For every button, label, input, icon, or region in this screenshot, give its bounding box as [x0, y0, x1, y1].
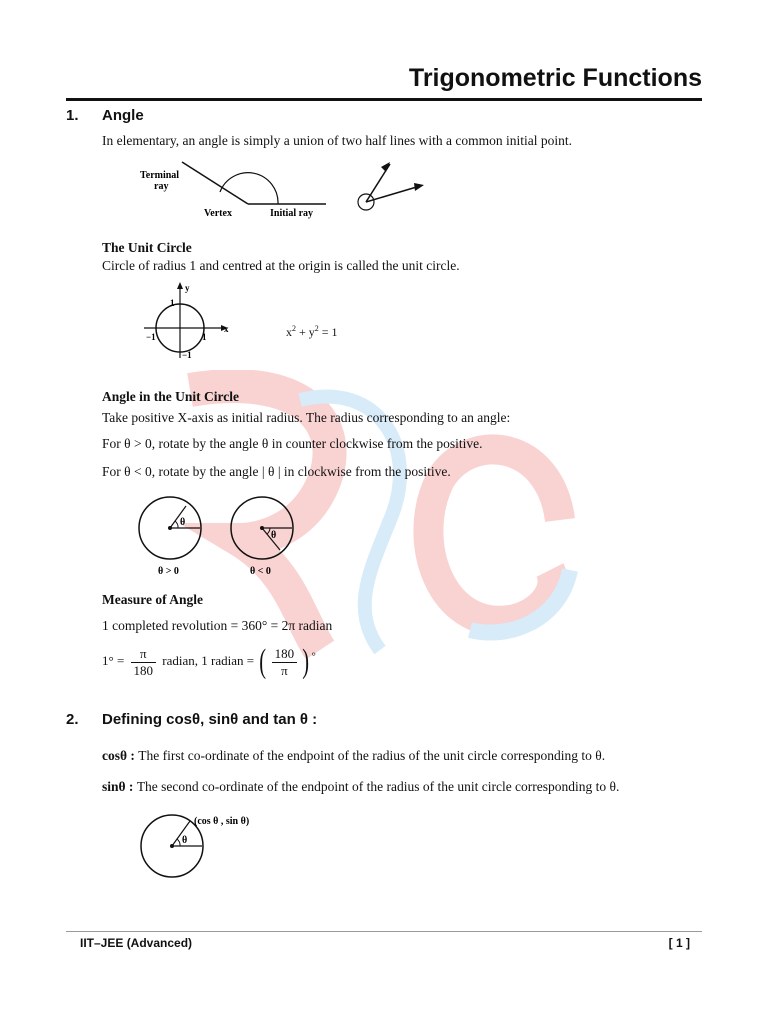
page-title: Trigonometric Functions — [408, 64, 702, 92]
ray-label: ray — [154, 181, 169, 192]
180-over-pi: $\frac{180}{\pi}$ — [272, 646, 298, 679]
y-axis-label: y — [185, 283, 190, 293]
terminal-label: Terminal — [140, 170, 180, 181]
angle-direction-figure — [136, 494, 306, 580]
angle-line-2: For θ > 0, rotate by the angle θ in counter clockwise from the positive. — [102, 436, 483, 451]
footer-rule — [66, 931, 702, 932]
x-axis-label: x — [224, 324, 229, 334]
angle-unit-circle-heading: Angle in the Unit Circle — [102, 389, 239, 404]
point-label: (cos θ , sin θ) — [194, 816, 250, 827]
section-2-title: Defining cosθ, sinθ and tan θ : — [102, 711, 318, 728]
tick-y-neg: −1 — [182, 350, 192, 360]
pi-over-180: $\frac{\pi}{180}$ — [131, 646, 157, 679]
measure-heading: Measure of Angle — [102, 592, 203, 607]
unit-circle-equation: $x^2 + y^2 = 1$ — [286, 324, 338, 339]
measure-line-2: 1° = $\frac{\pi}{180}$ radian, 1 radian = ( $\frac{180}{\pi}$ ) ° — [102, 643, 316, 680]
cos-definition: cosθ : The first co-ordinate of the endpoint of the radius of the unit circle corresponding to θ. — [102, 748, 606, 763]
theta-label: θ — [182, 835, 188, 846]
unit-circle-figure — [136, 282, 236, 362]
theta-label-pos: θ — [180, 517, 186, 528]
section-number: 1. — [66, 107, 79, 124]
cos-sin-figure — [136, 808, 286, 880]
angle-figure — [136, 156, 436, 222]
theta-label-neg: θ — [271, 530, 277, 541]
header-rule — [66, 98, 702, 101]
tick-x-pos: 1 — [202, 332, 207, 342]
section-2-number: 2. — [66, 711, 79, 728]
section-title: Angle — [102, 107, 144, 124]
vertex-label: Vertex — [204, 208, 232, 219]
angle-line-3: For θ < 0, rotate by the angle | θ | in clockwise from the positive. — [102, 464, 451, 479]
unit-circle-text: Circle of radius 1 and centred at the origin is called the unit circle. — [102, 258, 460, 273]
footer-left: IIT–JEE (Advanced) — [80, 936, 193, 950]
page-number: [ 1 ] — [668, 936, 690, 950]
tick-x-neg: −1 — [146, 332, 156, 342]
caption-theta-pos: θ > 0 — [158, 566, 179, 577]
tick-y-pos: 1 — [170, 298, 175, 308]
initial-ray-label: Initial ray — [270, 208, 314, 219]
angle-line-1: Take positive X-axis as initial radius. The radius corresponding to an angle: — [102, 410, 511, 425]
measure-line-1: 1 completed revolution = 360° = 2π radian — [102, 618, 333, 633]
unit-circle-heading: The Unit Circle — [102, 240, 192, 255]
caption-theta-neg: θ < 0 — [250, 566, 271, 577]
sin-definition: sinθ : The second co-ordinate of the endpoint of the radius of the unit circle corresponding to θ. — [102, 779, 620, 794]
intro-text: In elementary, an angle is simply a union of two half lines with a common initial point. — [102, 133, 573, 148]
